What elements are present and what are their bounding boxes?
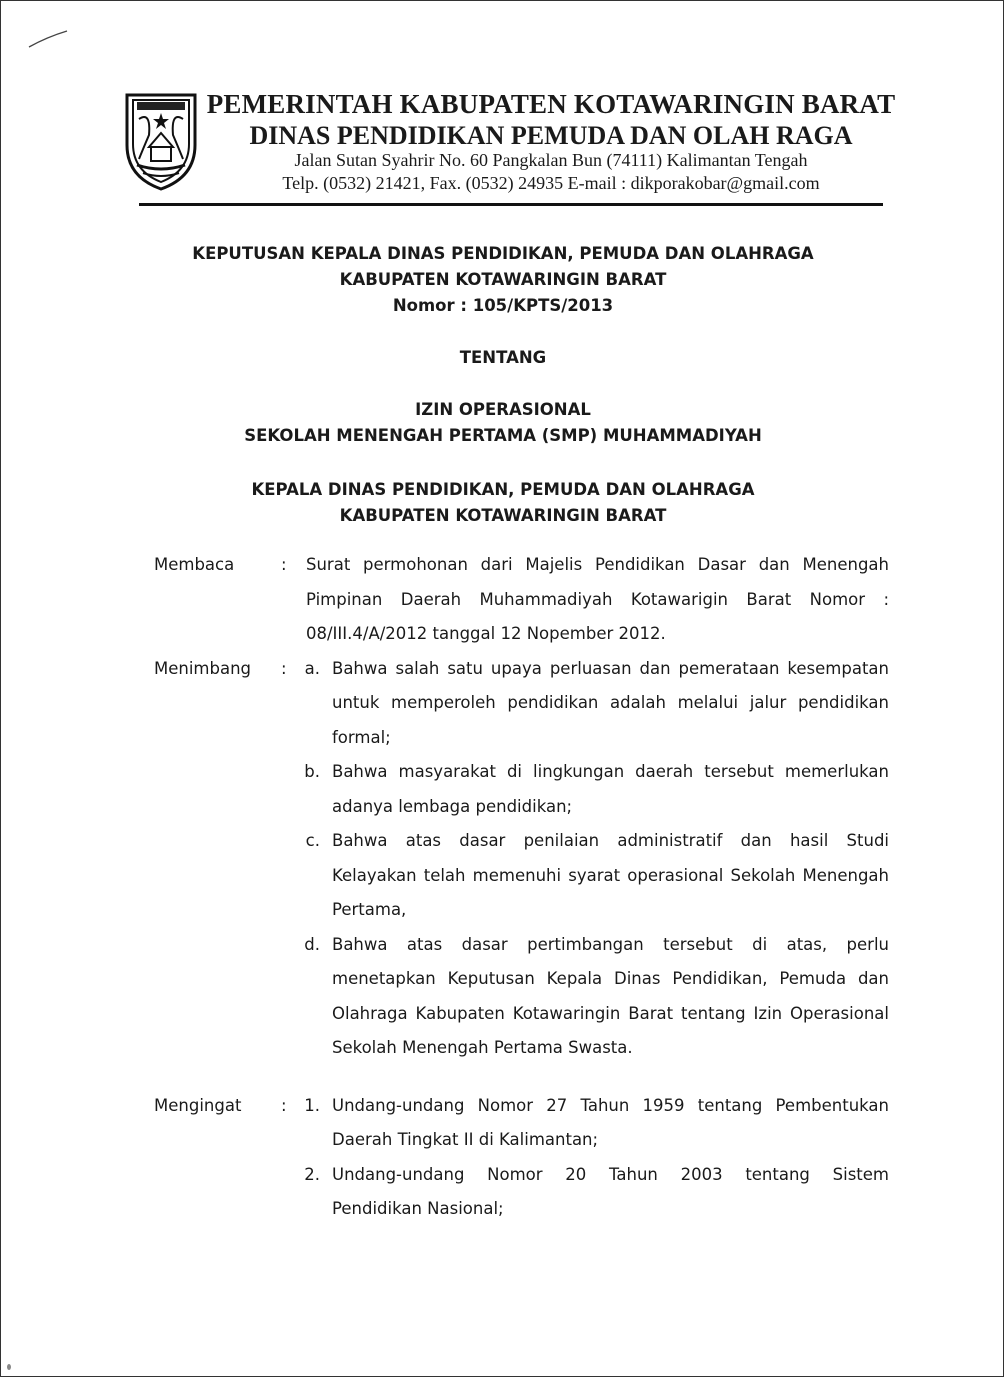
letterhead-government-name: PEMERINTAH KABUPATEN KOTAWARINGIN BARAT <box>206 89 896 119</box>
menimbang-c-line-2: Kelayakan telah memenuhi syarat operasional Sekolah Menengah <box>332 866 889 885</box>
menimbang-colon: : <box>281 659 287 678</box>
menimbang-d-line-3: Olahraga Kabupaten Kotawaringin Barat tentang Izin Operasional <box>332 1004 889 1023</box>
letterhead-contact: Telp. (0532) 21421, Fax. (0532) 24935 E-mail : dikporakobar@gmail.com <box>282 173 820 193</box>
mengingat-2-line-2: Pendidikan Nasional; <box>332 1199 504 1218</box>
menimbang-marker-c: c. <box>305 831 320 850</box>
mengingat-marker-1: 1. <box>304 1096 320 1115</box>
mengingat-1-line-2: Daerah Tingkat II di Kalimantan; <box>332 1130 599 1149</box>
mengingat-1-line-1: Undang-undang Nomor 27 Tahun 1959 tentang Pembentukan <box>332 1096 889 1115</box>
mengingat-2-line-1: Undang-undang Nomor 20 Tahun 2003 tentang Sistem <box>332 1165 889 1184</box>
letterhead-address: Jalan Sutan Syahrir No. 60 Pangkalan Bun (74111) Kalimantan Tengah <box>294 150 808 170</box>
menimbang-c-line-3: Pertama, <box>332 900 407 919</box>
menimbang-a-line-2: untuk memperoleh pendidikan adalah melalui jalur pendidikan <box>332 693 889 712</box>
membaca-label: Membaca <box>154 555 235 574</box>
decree-number: Nomor : 105/KPTS/2013 <box>392 296 614 315</box>
menimbang-b-line-2: adanya lembaga pendidikan; <box>332 797 573 816</box>
menimbang-marker-a: a. <box>304 659 320 678</box>
scan-speck <box>7 1364 11 1370</box>
membaca-colon: : <box>281 555 287 574</box>
decree-title-line-2: KABUPATEN KOTAWARINGIN BARAT <box>339 270 667 289</box>
regency-emblem-logo <box>121 89 201 193</box>
menimbang-d-line-4: Sekolah Menengah Pertama Swasta. <box>332 1038 633 1057</box>
menimbang-d-line-1: Bahwa atas dasar pertimbangan tersebut di atas, perlu <box>332 935 889 954</box>
menimbang-c-line-1: Bahwa atas dasar penilaian administratif dan hasil Studi <box>332 831 889 850</box>
menimbang-a-line-1: Bahwa salah satu upaya perluasan dan pemerataan kesempatan <box>332 659 889 678</box>
membaca-line-1: Surat permohonan dari Majelis Pendidikan Dasar dan Menengah <box>306 555 889 574</box>
mengingat-label: Mengingat <box>154 1096 242 1115</box>
menimbang-b-line-1: Bahwa masyarakat di lingkungan daerah tersebut memerlukan <box>332 762 889 781</box>
decree-subject-line-1: IZIN OPERASIONAL <box>415 400 591 419</box>
membaca-line-2: Pimpinan Daerah Muhammadiyah Kotawarigin Barat Nomor : <box>306 590 889 609</box>
mengingat-colon: : <box>281 1096 287 1115</box>
menimbang-label: Menimbang <box>154 659 252 678</box>
membaca-line-3: 08/III.4/A/2012 tanggal 12 Nopember 2012. <box>306 624 666 643</box>
pen-stroke-mark <box>27 27 71 51</box>
menimbang-marker-d: d. <box>304 935 320 954</box>
decree-issuer-line-2: KABUPATEN KOTAWARINGIN BARAT <box>339 506 667 525</box>
letterhead-divider <box>139 203 883 206</box>
decree-title-line-1: KEPUTUSAN KEPALA DINAS PENDIDIKAN, PEMUDA DAN OLAHRAGA <box>192 244 814 263</box>
menimbang-marker-b: b. <box>304 762 320 781</box>
menimbang-d-line-2: menetapkan Keputusan Kepala Dinas Pendidikan, Pemuda dan <box>332 969 889 988</box>
decree-about-heading: TENTANG <box>459 348 547 367</box>
decree-subject-line-2: SEKOLAH MENENGAH PERTAMA (SMP) MUHAMMADIYAH <box>244 426 762 445</box>
letterhead-office-name: DINAS PENDIDIKAN PEMUDA DAN OLAH RAGA <box>249 121 853 150</box>
menimbang-a-line-3: formal; <box>332 728 391 747</box>
mengingat-marker-2: 2. <box>304 1165 320 1184</box>
decree-issuer-line-1: KEPALA DINAS PENDIDIKAN, PEMUDA DAN OLAHRAGA <box>251 480 755 499</box>
